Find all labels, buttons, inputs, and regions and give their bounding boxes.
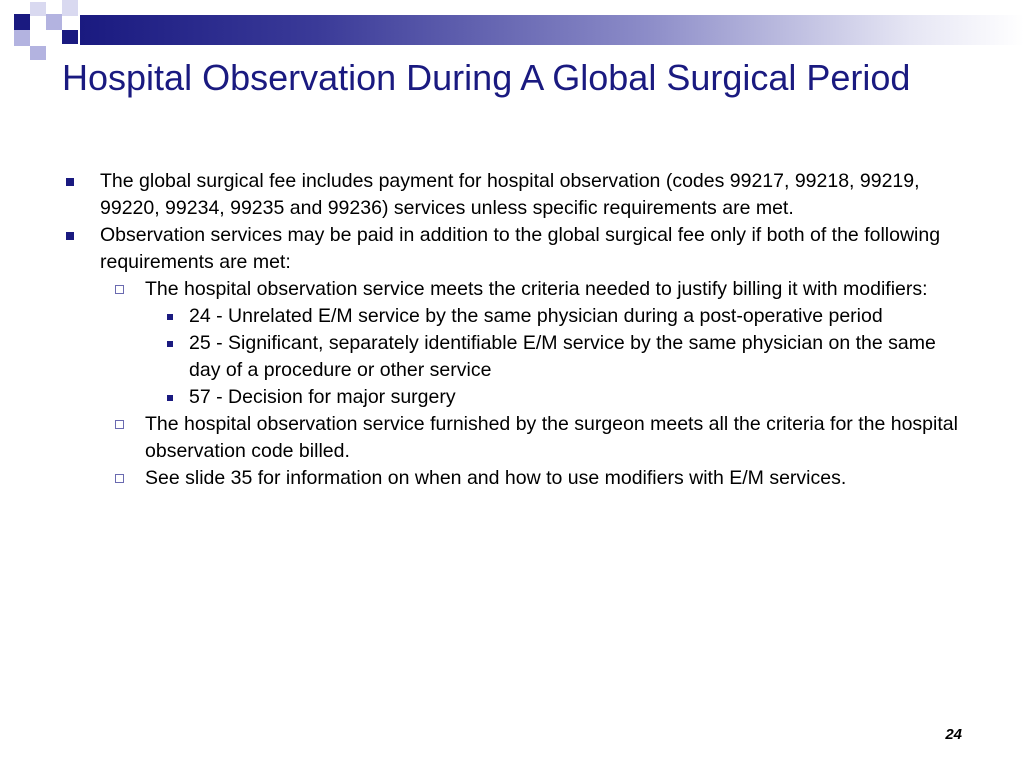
sub-sub-bullet-text: 24 - Unrelated E/M service by the same physician during a post-operative period [189, 305, 883, 327]
sub-bullet-item [62, 411, 972, 465]
sub-sub-bullet-item [62, 330, 972, 384]
corner-square-decoration [46, 14, 62, 30]
slide-title: Hospital Observation During A Global Surgical Period [62, 57, 911, 98]
corner-square-decoration [14, 14, 30, 30]
corner-square-decoration [14, 30, 30, 46]
sub-sub-bullet-item [62, 303, 972, 330]
sub-bullet-text: See slide 35 for information on when and how to use modifiers with E/M services. [145, 467, 847, 489]
filled-square-bullet-icon [66, 178, 74, 186]
bullet-text: The global surgical fee includes payment for hospital observation (codes 99217, 99218, 99219, 99220, 99234, 99235 and 99236) services unless specific requirements are met. [100, 170, 920, 219]
hollow-square-bullet-icon [115, 474, 124, 483]
sub-bullet-item [62, 465, 972, 492]
sub-sub-bullet-text: 57 - Decision for major surgery [189, 386, 456, 408]
corner-square-decoration [30, 46, 46, 60]
header-gradient-bar [80, 15, 1024, 45]
bullet-item [62, 168, 972, 222]
sub-bullet-text: The hospital observation service furnished by the surgeon meets all the criteria for the hospital observation code billed. [145, 413, 958, 462]
sub-sub-bullet-item [62, 384, 972, 411]
corner-square-decoration [62, 30, 78, 44]
sub-sub-bullet-text: 25 - Significant, separately identifiable E/M service by the same physician on the same day of a procedure or other service [189, 332, 936, 381]
hollow-square-bullet-icon [115, 285, 124, 294]
sub-bullet-item [62, 276, 972, 303]
small-square-bullet-icon [167, 395, 173, 401]
hollow-square-bullet-icon [115, 420, 124, 429]
sub-bullet-text: The hospital observation service meets the criteria needed to justify billing it with modifiers: [145, 278, 928, 300]
corner-square-decoration [62, 0, 78, 16]
filled-square-bullet-icon [66, 232, 74, 240]
small-square-bullet-icon [167, 314, 173, 320]
bullet-text: Observation services may be paid in addition to the global surgical fee only if both of the following requirements are met: [100, 224, 941, 273]
small-square-bullet-icon [167, 341, 173, 347]
bullet-list [62, 168, 972, 492]
corner-square-decoration [30, 2, 46, 16]
bullet-item [62, 222, 972, 276]
page-number: 24 [945, 726, 962, 743]
